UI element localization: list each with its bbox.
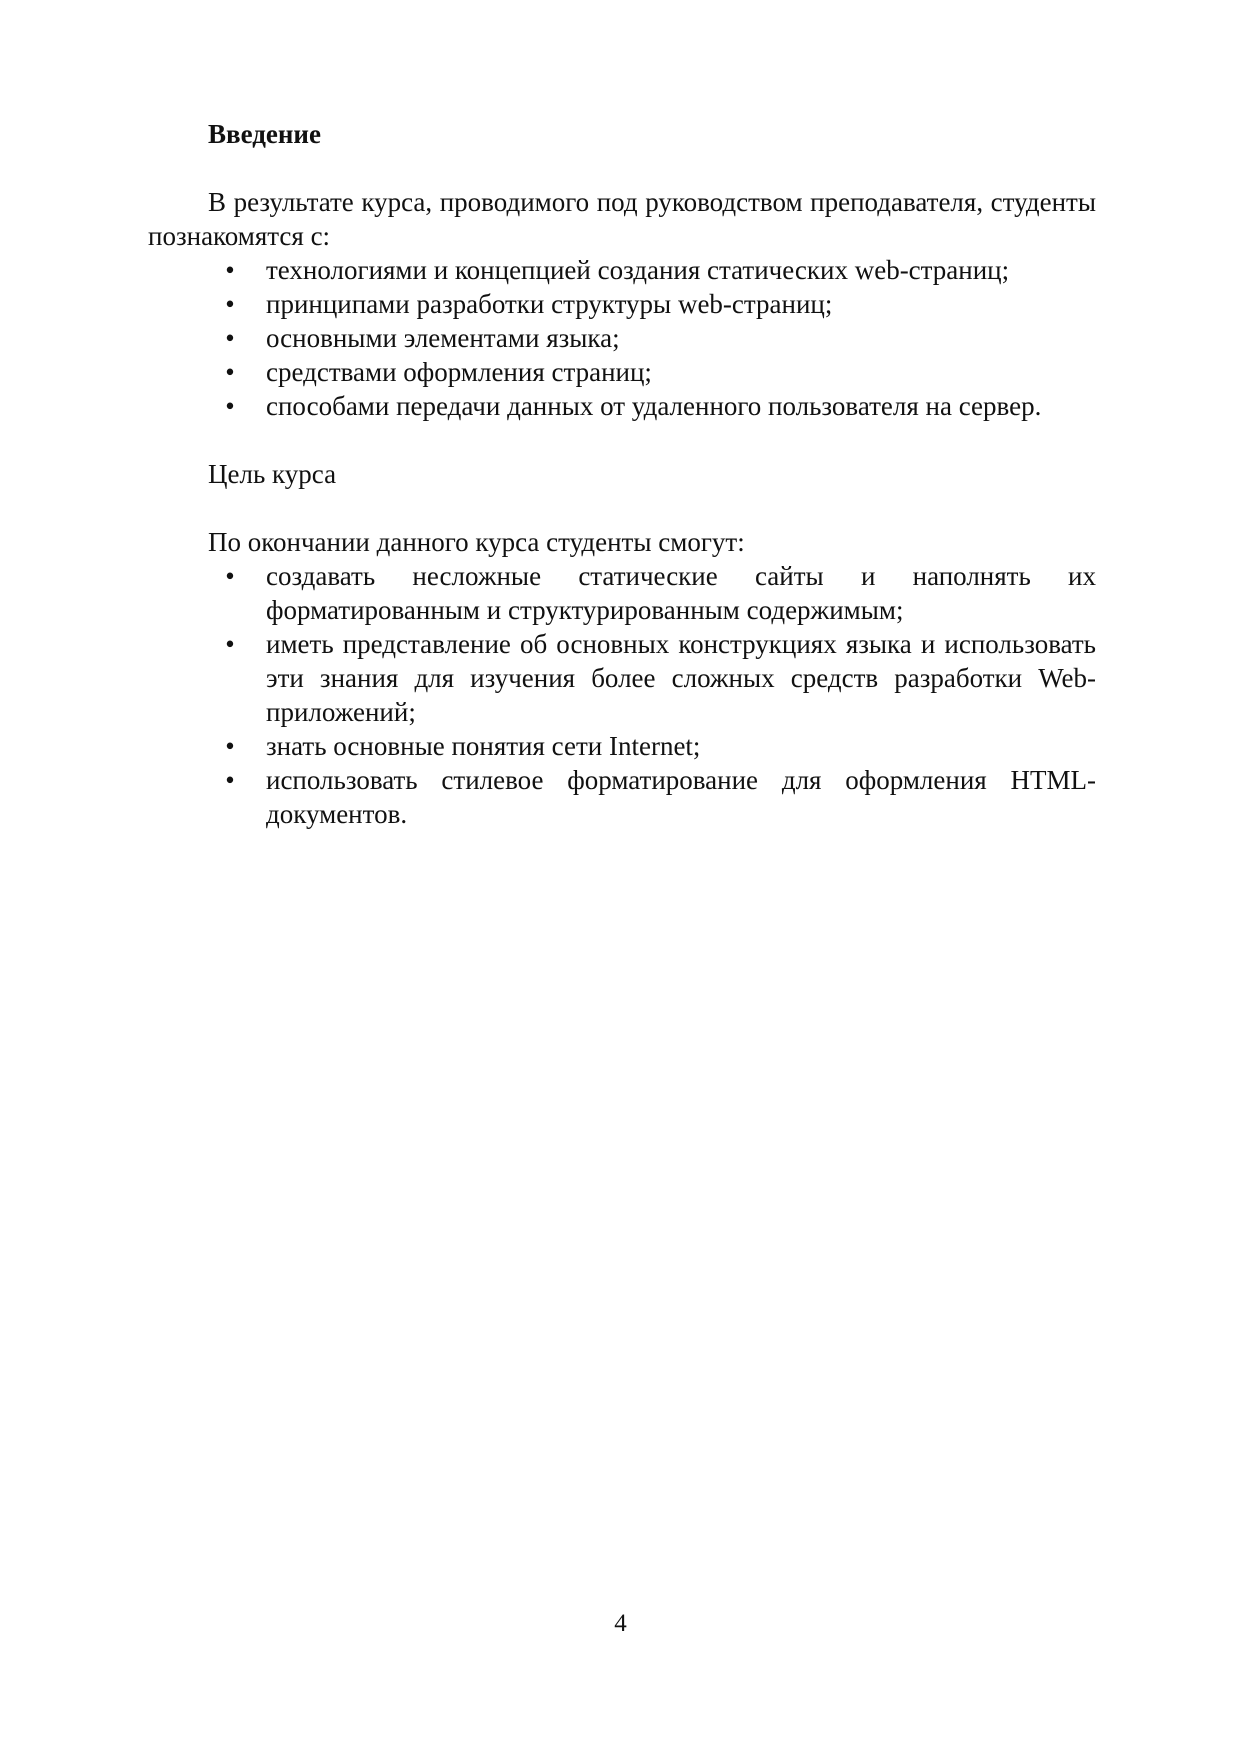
list-item xyxy=(225,627,1096,729)
intro-list xyxy=(148,253,1096,423)
intro-paragraph: В результате курса, проводимого под руководством преподавателя, студенты познакомятся с: xyxy=(148,187,1096,251)
list-item-text: основными элементами языка; xyxy=(266,323,620,353)
list-item-text: принципами разработки структуры web-страниц; xyxy=(266,289,833,319)
bullet-icon: • xyxy=(225,289,235,319)
list-item-text: создавать несложные статические сайты и наполнять их форматированным и структурированным содержимым; xyxy=(266,561,1096,625)
goal-title: Цель курса xyxy=(208,459,337,489)
list-item xyxy=(225,287,1096,321)
list-item-text: средствами оформления страниц; xyxy=(266,357,652,387)
spacer xyxy=(148,491,1096,525)
list-item xyxy=(225,559,1096,627)
list-item-text: способами передачи данных от удаленного пользователя на сервер. xyxy=(266,391,1042,421)
list-item xyxy=(225,389,1096,423)
list-item xyxy=(225,763,1096,831)
bullet-icon: • xyxy=(225,391,235,421)
bullet-icon: • xyxy=(225,765,235,795)
list-item xyxy=(225,321,1096,355)
goal-list xyxy=(148,559,1096,831)
list-item xyxy=(225,355,1096,389)
bullet-icon: • xyxy=(225,629,235,659)
spacer xyxy=(148,423,1096,457)
spacer xyxy=(148,151,1096,185)
list-item-text: иметь представление об основных конструкциях языка и использовать эти знания для изучения более сложных средств разработки Web-приложений; xyxy=(266,629,1096,727)
page-number: 4 xyxy=(614,1610,627,1637)
bullet-icon: • xyxy=(225,561,235,591)
goal-paragraph: По окончании данного курса студенты смогут: xyxy=(208,527,745,557)
list-item xyxy=(225,253,1096,287)
list-item-text: использовать стилевое форматирование для оформления HTML-документов. xyxy=(266,765,1096,829)
bullet-icon: • xyxy=(225,731,235,761)
bullet-icon: • xyxy=(225,323,235,353)
list-item-text: знать основные понятия сети Internet; xyxy=(266,731,701,761)
list-item xyxy=(225,729,1096,763)
bullet-icon: • xyxy=(225,357,235,387)
list-item-text: технологиями и концепцией создания статических web-страниц; xyxy=(266,255,1010,285)
bullet-icon: • xyxy=(225,255,235,285)
section-heading: Введение xyxy=(208,119,321,149)
page-content xyxy=(148,117,1096,831)
